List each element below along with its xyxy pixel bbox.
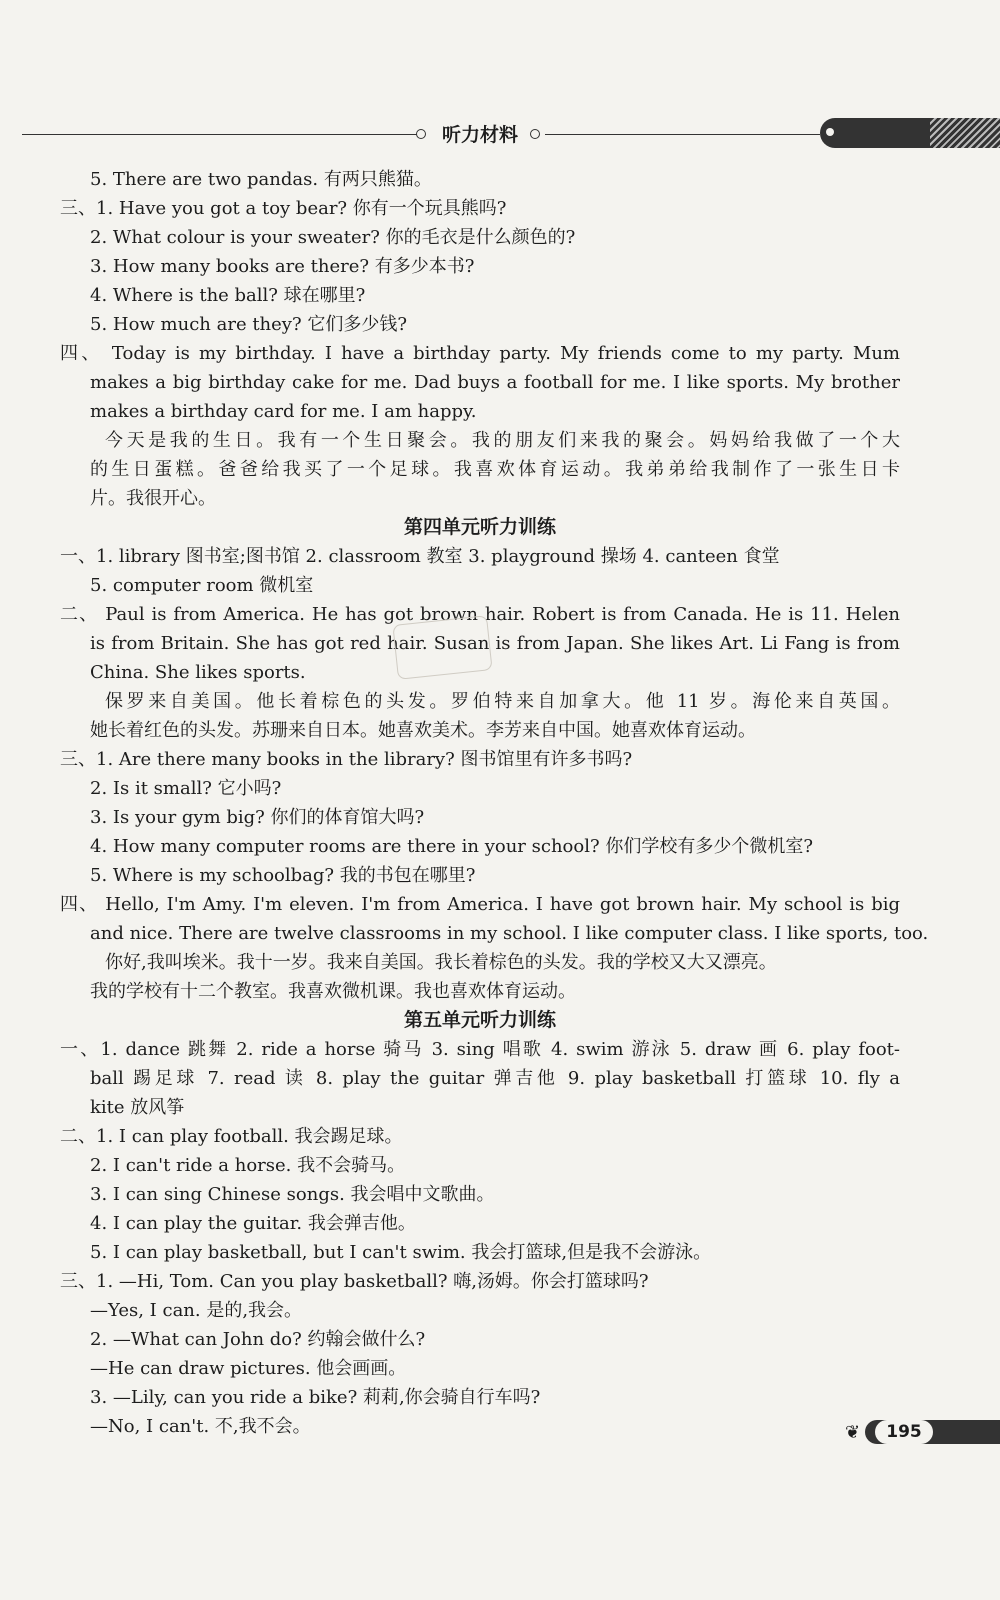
text-line: makes a big birthday cake for me. Dad buys a football for me. I like sports. My brother bbox=[90, 372, 900, 393]
header-tab bbox=[820, 118, 1000, 148]
text-line: 三、1. Are there many books in the library? 图书馆里有许多书吗? bbox=[60, 749, 633, 770]
unit-heading: 第五单元听力训练 bbox=[403, 1009, 556, 1031]
text-line: 我的学校有十二个教室。我喜欢微机课。我也喜欢体育运动。 bbox=[90, 981, 576, 1002]
text-line: 保罗来自美国。他长着棕色的头发。罗伯特来自加拿大。他 11 岁。海伦来自英国。 bbox=[105, 691, 900, 712]
tab-dot bbox=[826, 128, 834, 136]
tab-hatch bbox=[930, 118, 1000, 148]
header-circle-right bbox=[530, 129, 540, 139]
header-rule-right bbox=[545, 134, 820, 135]
text-line: 4. I can play the guitar. 我会弹吉他。 bbox=[90, 1213, 416, 1234]
text-line: China. She likes sports. bbox=[90, 662, 306, 683]
text-line: 她长着红色的头发。苏珊来自日本。她喜欢美术。李芳来自中国。她喜欢体育运动。 bbox=[90, 720, 756, 741]
text-line: 3. Is your gym big? 你们的体育馆大吗? bbox=[90, 807, 425, 828]
text-line: 片。我很开心。 bbox=[90, 488, 216, 509]
page-number: 195 bbox=[875, 1420, 933, 1444]
text-line: 5. I can play basketball, but I can't swim. 我会打篮球,但是我不会游泳。 bbox=[90, 1242, 712, 1263]
text-line: 一、1. dance 跳舞 2. ride a horse 骑马 3. sing 唱歌 4. swim 游泳 5. draw 画 6. play foot- bbox=[60, 1039, 900, 1060]
text-line: 你好,我叫埃米。我十一岁。我来自美国。我长着棕色的头发。我的学校又大又漂亮。 bbox=[105, 952, 777, 973]
leaf-icon: ❦ bbox=[845, 1422, 861, 1443]
page-header bbox=[0, 0, 1000, 160]
header-rule-left bbox=[22, 134, 422, 135]
text-line: 5. Where is my schoolbag? 我的书包在哪里? bbox=[90, 865, 476, 886]
text-line: 一、1. library 图书室;图书馆 2. classroom 教室 3. playground 操场 4. canteen 食堂 bbox=[60, 546, 780, 567]
text-line: 2. —What can John do? 约翰会做什么? bbox=[90, 1329, 426, 1350]
text-line: 2. I can't ride a horse. 我不会骑马。 bbox=[90, 1155, 406, 1176]
text-line: and nice. There are twelve classrooms in my school. I like computer class. I like sports, too. bbox=[90, 923, 929, 944]
text-line: is from Britain. She has got red hair. Susan is from Japan. She likes Art. Li Fang is from bbox=[90, 633, 900, 654]
text-line: 4. Where is the ball? 球在哪里? bbox=[90, 285, 366, 306]
text-line: kite 放风筝 bbox=[90, 1097, 185, 1118]
text-line: —No, I can't. 不,我不会。 bbox=[90, 1416, 311, 1437]
text-line: makes a birthday card for me. I am happy. bbox=[90, 401, 477, 422]
faded-stamp bbox=[392, 615, 492, 680]
text-line: 5. There are two pandas. 有两只熊猫。 bbox=[90, 169, 432, 190]
text-line: 3. How many books are there? 有多少本书? bbox=[90, 256, 475, 277]
unit-heading: 第四单元听力训练 bbox=[403, 516, 556, 538]
text-line: 三、1. —Hi, Tom. Can you play basketball? 嗨,汤姆。你会打篮球吗? bbox=[60, 1271, 649, 1292]
text-line: 3. I can sing Chinese songs. 我会唱中文歌曲。 bbox=[90, 1184, 495, 1205]
section-title: 听力材料 bbox=[442, 124, 519, 146]
text-line: 2. Is it small? 它小吗? bbox=[90, 778, 282, 799]
text-line: 三、1. Have you got a toy bear? 你有一个玩具熊吗? bbox=[60, 198, 507, 219]
text-line: —He can draw pictures. 他会画画。 bbox=[90, 1358, 407, 1379]
text-line: 5. computer room 微机室 bbox=[90, 575, 314, 596]
text-line: ball 踢足球 7. read 读 8. play the guitar 弹吉他 9. play basketball 打篮球 10. fly a bbox=[90, 1068, 900, 1089]
page-number-bar bbox=[845, 1416, 1000, 1446]
text-line: 的生日蛋糕。爸爸给我买了一个足球。我喜欢体育运动。我弟弟给我制作了一张生日卡 bbox=[90, 459, 900, 480]
header-circle-left bbox=[416, 129, 426, 139]
text-line: 二、1. I can play football. 我会踢足球。 bbox=[60, 1126, 403, 1147]
text-line: 二、 Paul is from America. He has got brown hair. Robert is from Canada. He is 11. Helen bbox=[60, 604, 900, 625]
text-line: 4. How many computer rooms are there in your school? 你们学校有多少个微机室? bbox=[90, 836, 813, 857]
text-line: 四、 Today is my birthday. I have a birthday party. My friends come to my party. Mum bbox=[60, 343, 900, 364]
text-line: 2. What colour is your sweater? 你的毛衣是什么颜色的? bbox=[90, 227, 576, 248]
text-line: —Yes, I can. 是的,我会。 bbox=[90, 1300, 303, 1321]
text-line: 今天是我的生日。我有一个生日聚会。我的朋友们来我的聚会。妈妈给我做了一个大 bbox=[105, 430, 900, 451]
text-line: 3. —Lily, can you ride a bike? 莉莉,你会骑自行车吗? bbox=[90, 1387, 541, 1408]
text-line: 四、 Hello, I'm Amy. I'm eleven. I'm from America. I have got brown hair. My school is big bbox=[60, 894, 900, 915]
text-line: 5. How much are they? 它们多少钱? bbox=[90, 314, 407, 335]
